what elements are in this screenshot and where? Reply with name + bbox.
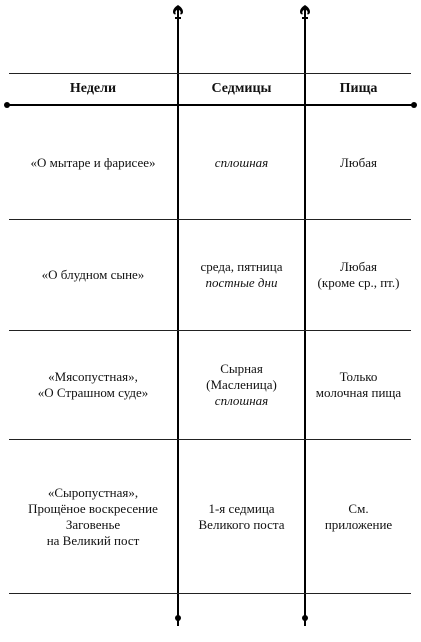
table-row-2-sedmitsa: среда, пятница постные дни: [200, 259, 283, 290]
table-row-3-food: Только молочная пища: [315, 369, 402, 400]
table-row-3-sedmitsa: Сырная (Масленица) сплошная: [206, 361, 277, 408]
table-row-2-food: Любая (кроме ср., пт.): [317, 259, 400, 290]
header-food: Пища: [339, 81, 378, 96]
divider-end-dot: [175, 615, 181, 621]
table-row-4-week: «Сыропустная», Прощёное воскресение Заговенье на Великий пост: [28, 484, 158, 548]
table-row-4-sedmitsa: 1-я седмица Великого поста: [198, 500, 285, 532]
table-row-1-food: Любая: [340, 154, 377, 170]
table-row-2-week: «О блудном сыне»: [41, 267, 145, 282]
header-weeks: Недели: [69, 81, 117, 96]
table-row-1-sedmitsa: сплошная: [214, 154, 269, 170]
rule-end-dot: [411, 102, 417, 108]
table-row-4-food: См. приложение: [324, 500, 393, 532]
table-bottom-rule: [9, 593, 411, 594]
header-sedmitsy: Седмицы: [211, 81, 272, 96]
table-row-3-week: «Мясопустная», «О Страшном суде»: [37, 369, 149, 400]
table-row-1-week: «О мытаре и фарисее»: [30, 154, 156, 170]
divider-end-dot: [302, 615, 308, 621]
